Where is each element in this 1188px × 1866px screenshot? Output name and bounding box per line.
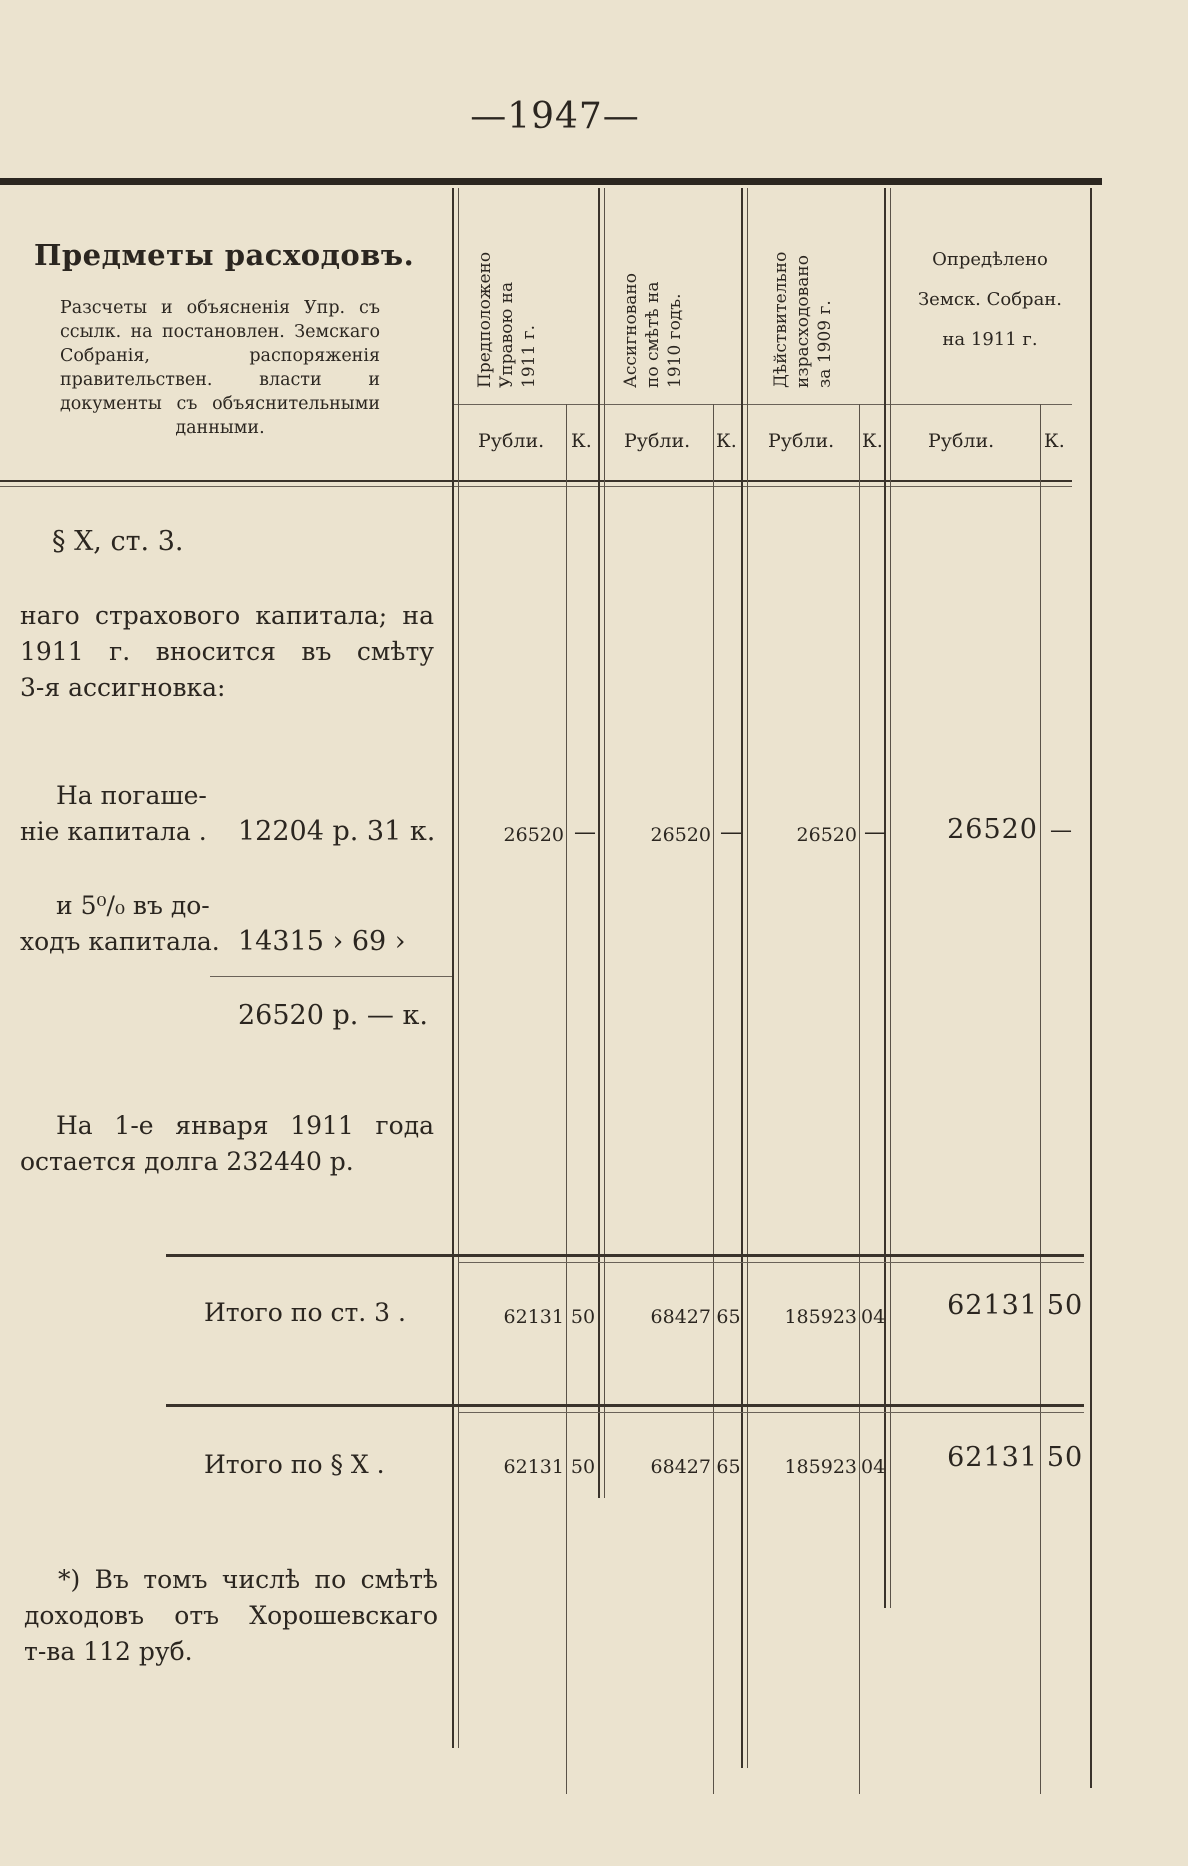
interest-label: ходъ капитала. (20, 927, 220, 956)
col-line (598, 188, 600, 1498)
col-line (859, 404, 860, 1794)
total-rule (166, 1254, 1084, 1257)
total-rule (166, 1404, 1084, 1407)
value-determined-rub: 26520 (947, 814, 1038, 845)
footnote-line: доходовъ отъ Хорошевскаго (24, 1601, 438, 1630)
top-rule (0, 178, 1102, 185)
value-assigned-rub: 26520 (650, 824, 711, 846)
unit-row-rule (452, 404, 1072, 405)
col-line (884, 188, 886, 1608)
unit-rubles-4: Рубли. (928, 430, 995, 452)
header-rule (0, 480, 1072, 482)
repay-amount: 12204 р. 31 к. (238, 816, 436, 847)
total-article-c1-rub: 62131 (503, 1306, 564, 1328)
value-proposed-rub: 26520 (503, 824, 564, 846)
total-article-c3-kop: 04 (861, 1306, 886, 1328)
col-line (741, 188, 743, 1768)
total-section-c2-rub: 68427 (650, 1456, 711, 1478)
total-section-c4-kop: 50 (1046, 1442, 1084, 1473)
col-line (713, 404, 714, 1794)
unit-kop-4: К. (1044, 430, 1065, 452)
unit-kop-2: К. (716, 430, 737, 452)
value-assigned-kop: — (720, 820, 742, 845)
col-header-spent: Дѣйствительно израсходовано за 1909 г. (771, 251, 835, 388)
unit-rubles-1: Рубли. (478, 430, 545, 452)
intro-line: 3-я ассигновка: (20, 673, 226, 702)
section-heading: § X, ст. 3. (52, 526, 184, 557)
page-number: —1947— (470, 96, 640, 137)
debt-line: На 1-е января 1911 года (56, 1111, 434, 1140)
subtotal-rule (210, 976, 452, 977)
repay-label: ніе капитала . (20, 817, 207, 846)
col-line (452, 188, 454, 1748)
value-determined-kop: — (1050, 818, 1072, 843)
total-rule-thin (458, 1262, 1084, 1263)
total-section-c1-kop: 50 (570, 1456, 596, 1478)
value-proposed-kop: — (574, 820, 596, 845)
total-article-c2-rub: 68427 (650, 1306, 711, 1328)
unit-kop-3: К. (862, 430, 883, 452)
total-article-c2-kop: 65 (716, 1306, 741, 1328)
repay-label: На погаше- (56, 781, 207, 810)
total-article-c3-rub: 185923 (784, 1306, 857, 1328)
col-line (604, 188, 605, 1498)
value-spent-rub: 26520 (796, 824, 857, 846)
col-header-determined: Опредѣлено Земск. Собран. на 1911 г. (917, 249, 1063, 350)
total-article-label: Итого по ст. 3 . (204, 1298, 406, 1327)
total-article-c4-kop: 50 (1046, 1290, 1084, 1321)
total-rule-thin (458, 1412, 1084, 1413)
intro-text (20, 598, 434, 706)
unit-rubles-2: Рубли. (624, 430, 691, 452)
debt-line: остается долга 232440 р. (20, 1147, 354, 1176)
footnote (24, 1562, 438, 1670)
total-section-c3-kop: 04 (861, 1456, 886, 1478)
footnote-line: т-ва 112 руб. (24, 1637, 193, 1666)
unit-kop-1: К. (571, 430, 592, 452)
header-rule-thin (0, 486, 1072, 487)
total-section-c1-rub: 62131 (503, 1456, 564, 1478)
col-line (566, 404, 567, 1794)
intro-line: 1911 г. вносится въ смѣту (20, 637, 434, 666)
col-line (890, 188, 891, 1608)
header-subtitle: Разсчеты и объясненія Упр. съ ссылк. на постановлен. Земскаго Собранія, распоряженія правительствен. власти и документы съ объяснительными данными. (60, 298, 380, 438)
col-line (747, 188, 748, 1768)
header-title: Предметы расходовъ. (34, 238, 415, 272)
footnote-line: *) Въ томъ числѣ по смѣтѣ (58, 1565, 438, 1594)
total-article-c1-kop: 50 (570, 1306, 596, 1328)
col-header-assigned: Ассигновано по смѣтѣ на 1910 годъ. (621, 273, 685, 388)
subtotal-amount: 26520 р. — к. (238, 1000, 428, 1031)
total-section-label: Итого по § X . (204, 1450, 385, 1479)
total-section-c2-kop: 65 (716, 1456, 741, 1478)
intro-line: наго страхового капитала; на (20, 601, 434, 630)
total-section-c4-rub: 62131 (947, 1442, 1038, 1473)
col-line (1090, 188, 1092, 1788)
total-article-c4-rub: 62131 (947, 1290, 1038, 1321)
interest-amount: 14315 › 69 › (238, 926, 406, 957)
col-header-proposed: Предположено Управою на 1911 г. (475, 251, 539, 388)
value-spent-kop: — (864, 820, 886, 845)
col-line (458, 188, 459, 1748)
interest-label: и 5⁰/₀ въ до- (56, 891, 210, 920)
debt-text (20, 1108, 434, 1180)
unit-rubles-3: Рубли. (768, 430, 835, 452)
total-section-c3-rub: 185923 (784, 1456, 857, 1478)
col-line (1040, 404, 1041, 1794)
